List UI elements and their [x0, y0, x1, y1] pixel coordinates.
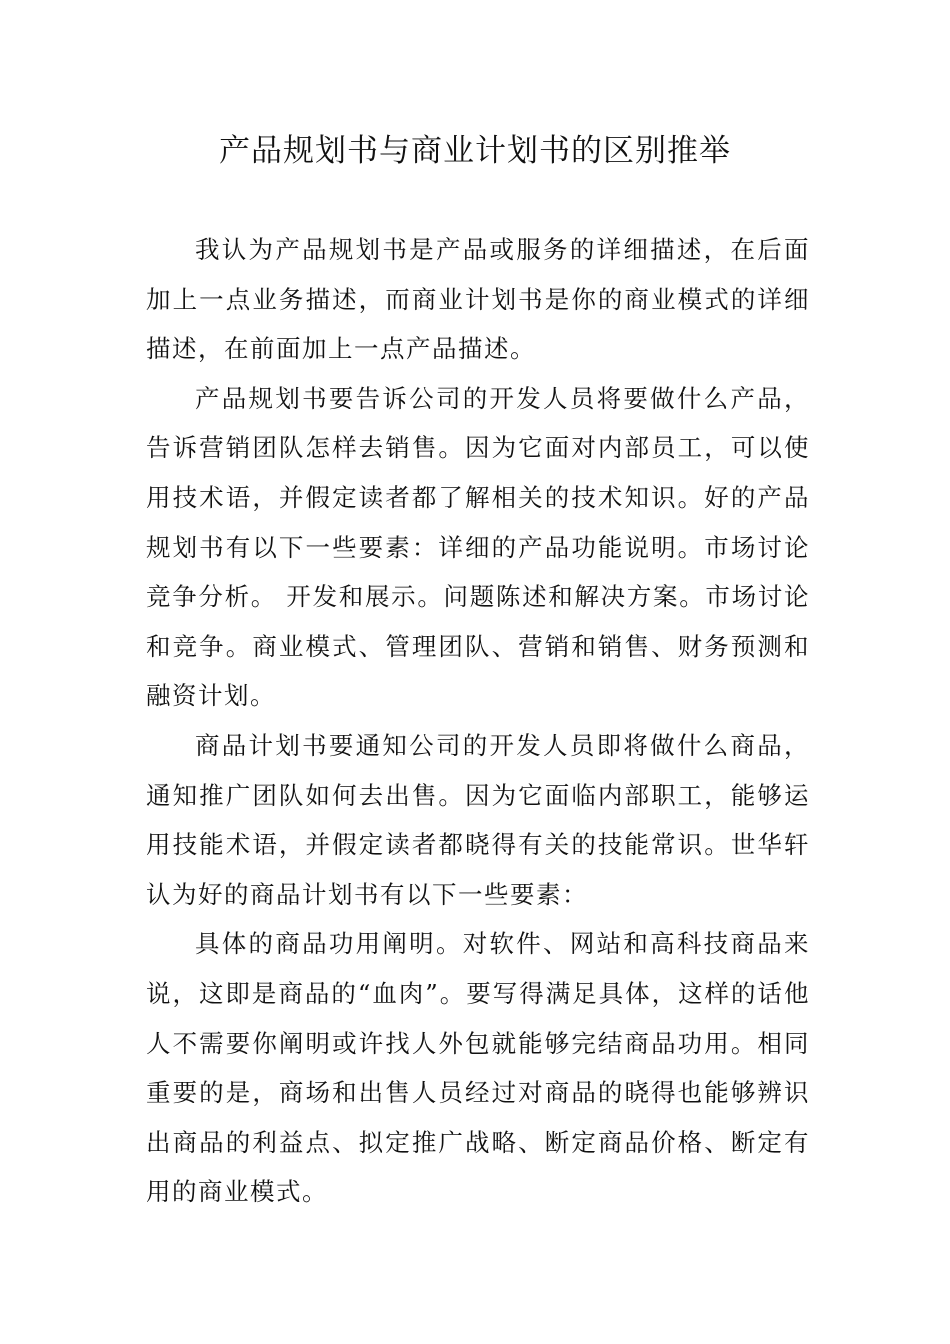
paragraph-1: 我认为产品规划书是产品或服务的详细描述，在后面加上一点业务描述，而商业计划书是你的商业模式的详细描述，在前面加上一点产品描述。 [146, 235, 810, 364]
document-title: 产品规划书与商业计划书的区别推举 [219, 133, 731, 169]
document-body [146, 225, 810, 1217]
paragraph-2: 产品规划书要告诉公司的开发人员将要做什么产品，告诉营销团队怎样去销售。因为它面对内部员工，可以使用技术语，并假定读者都了解相关的技术知识。好的产品规划书有以下一些要素：详细的产品功能说明。市场讨论竞争分析。 开发和展示。问题陈述和解决方案。市场讨论和竞争。商业模式、管理团队、营销和销售、财务预测和融资计划。 [146, 383, 810, 711]
paragraph-3: 商品计划书要通知公司的开发人员即将做什么商品，通知推广团队如何去出售。因为它面临内部职工，能够运用技能术语，并假定读者都晓得有关的技能常识。世华轩认为好的商品计划书有以下一些要素： [146, 730, 810, 909]
paragraph-4: 具体的商品功用阐明。对软件、网站和高科技商品来说，这即是商品的“血肉”。要写得满足具体，这样的话他人不需要你阐明或许找人外包就能够完结商品功用。相同重要的是，商场和出售人员经过对商品的晓得也能够辨识出商品的利益点、拟定推广战略、断定商品价格、断定有用的商业模式。 [146, 929, 810, 1207]
